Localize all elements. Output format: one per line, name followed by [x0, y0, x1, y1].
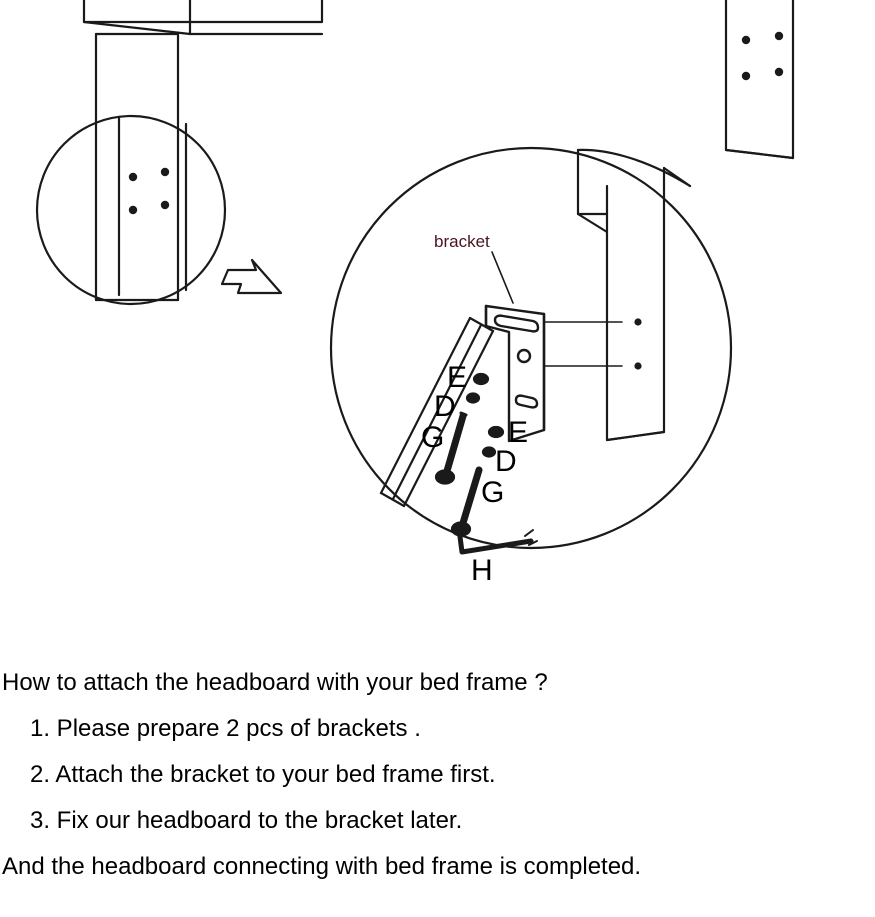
bracket-callout-label: bracket [434, 232, 490, 251]
part-label-e-top: E [447, 361, 468, 394]
instructions-footer: And the headboard connecting with bed frame is completed. [2, 853, 642, 880]
left-leg-detail-outline [119, 117, 186, 295]
bed-frame-leg-top-right [726, 0, 793, 158]
bracket-connection-lines [544, 322, 622, 366]
instruction-step-1: 1. Please prepare 2 pcs of brackets . [30, 715, 421, 742]
bed-frame-detail-holes [634, 318, 641, 369]
bed-frame-detail [578, 150, 690, 440]
bracket-callout-leader [492, 252, 513, 303]
part-label-d-bottom: D [495, 445, 517, 478]
instruction-step-3: 3. Fix our headboard to the bracket later. [30, 807, 463, 834]
direction-arrow [222, 260, 281, 293]
part-label-d-top: D [434, 390, 456, 423]
part-label-e-bottom: E [508, 416, 529, 449]
instruction-step-2: 2. Attach the bracket to your bed frame first. [30, 761, 496, 788]
instructions-list [0, 706, 875, 844]
part-label-h: H [471, 554, 493, 587]
main-detail-circle [331, 148, 731, 548]
bed-frame-leg-holes [742, 32, 783, 80]
part-label-g-bottom: G [481, 476, 505, 509]
left-leg-holes [129, 168, 169, 214]
instructions-section [0, 660, 875, 890]
instructions-heading: How to attach the headboard with your bed frame ? [2, 669, 548, 696]
part-label-g-top: G [421, 421, 445, 454]
